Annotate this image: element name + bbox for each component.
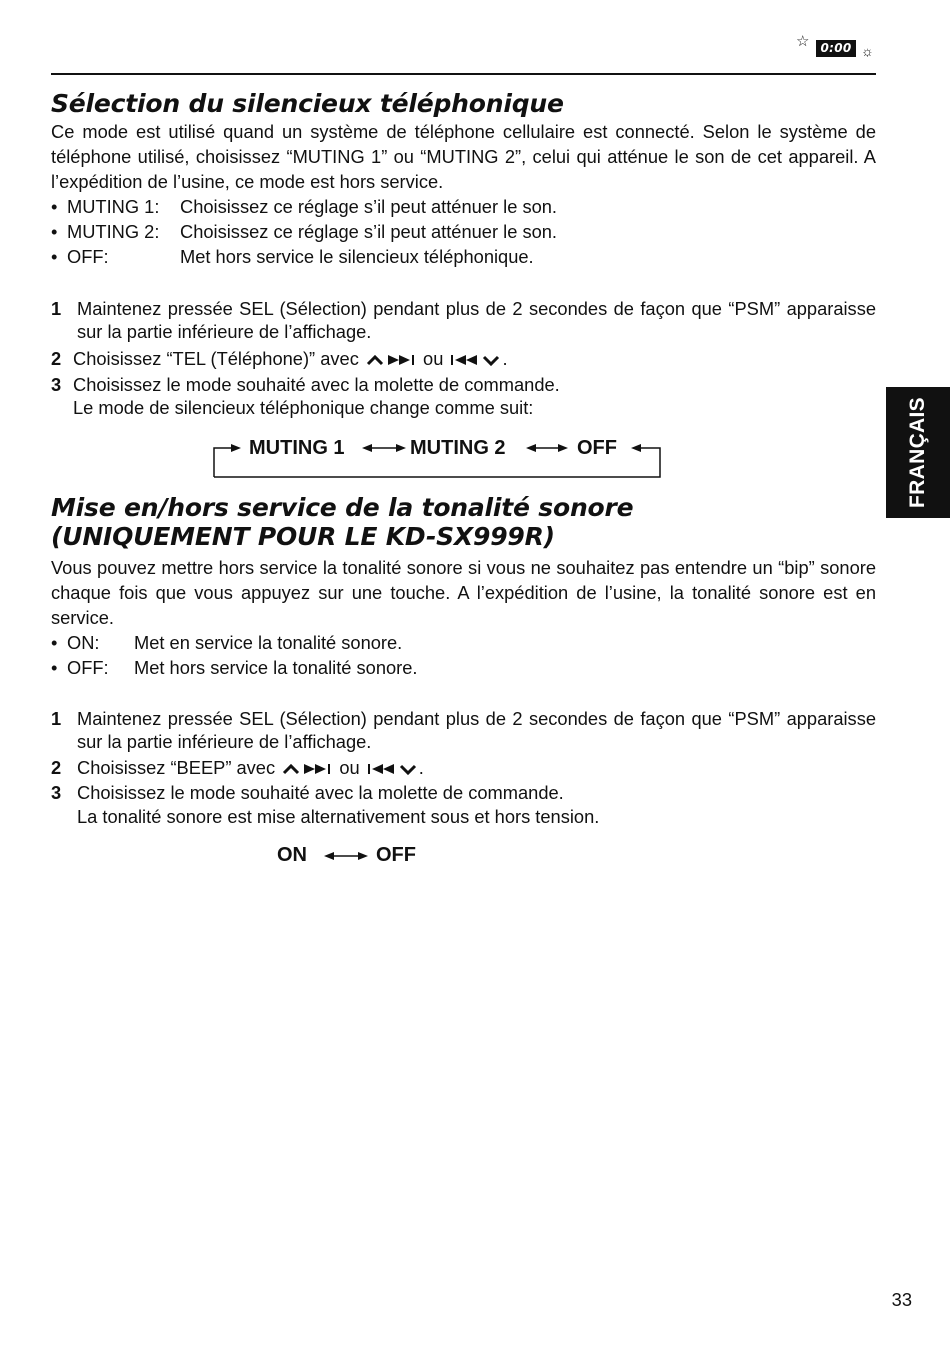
skip-back-icon xyxy=(366,762,396,776)
star-icon: ☆ xyxy=(796,33,810,50)
option-desc: Met hors service le silencieux téléphonique. xyxy=(180,246,534,267)
step-text: Choisissez le mode souhaité avec la molette de commande. xyxy=(73,374,560,395)
step-text-or: ou xyxy=(423,348,444,369)
section1-intro: Ce mode est utilisé quand un système de téléphone cellulaire est connecté. Selon le système de téléphone utilisé, choisissez “MUTING 1” ou “MUTING 2”, celui qui atténue le son de cet appareil. A l’expédition de l’usine, ce mode est hors service. xyxy=(51,121,876,192)
section1-option-muting2: • MUTING 2: Choisissez ce réglage s’il peut atténuer le son. xyxy=(51,221,558,242)
section2-intro: Vous pouvez mettre hors service la tonalité sonore si vous ne souhaitez pas entendre un “bip” sonore chaque fois que vous appuyez sur une touche. A l’expédition de l’usine, la tonalité sonore est en service. xyxy=(51,557,876,628)
sun-icon: ☼ xyxy=(861,43,874,59)
step-number: 2 xyxy=(51,757,62,778)
step-text-line2: La tonalité sonore est mise alternativement sous et hors tension. xyxy=(77,806,600,827)
skip-back-icon xyxy=(449,353,479,367)
section1-option-off: • OFF: Met hors service le silencieux téléphonique. xyxy=(51,246,534,267)
cycle-label-muting1: MUTING 1 xyxy=(249,437,345,459)
section1-option-muting1: • MUTING 1: Choisissez ce réglage s’il peut atténuer le son. xyxy=(51,196,558,217)
option-desc: Choisissez ce réglage s’il peut atténuer le son. xyxy=(180,196,558,217)
step-text-line2: Le mode de silencieux téléphonique change comme suit: xyxy=(73,397,534,418)
option-term: OFF: xyxy=(67,657,109,678)
cycle-label-off: OFF xyxy=(376,844,416,866)
step-text-after: . xyxy=(418,757,424,778)
step-text: Maintenez pressée SEL (Sélection) pendant plus de 2 secondes de façon que “PSM” apparaisse sur la partie inférieure de l’affichage. xyxy=(77,298,876,342)
step-text-before: Choisissez “TEL (Téléphone)” avec xyxy=(73,348,359,369)
section1-title: Sélection du silencieux téléphonique xyxy=(51,89,564,118)
section1-step-3 xyxy=(51,373,876,419)
option-term: OFF: xyxy=(67,246,109,267)
step-text: Maintenez pressée SEL (Sélection) pendant plus de 2 secondes de façon que “PSM” apparaisse sur la partie inférieure de l’affichage. xyxy=(77,708,876,752)
cycle-label-off: OFF xyxy=(577,437,617,459)
option-term: MUTING 2: xyxy=(67,221,160,242)
section2-step-1 xyxy=(51,707,876,753)
up-arrow-icon xyxy=(281,762,301,776)
step-number: 3 xyxy=(51,782,62,803)
option-desc: Met hors service la tonalité sonore. xyxy=(134,657,418,678)
cycle-label-muting2: MUTING 2 xyxy=(410,437,506,459)
section2-step-2 xyxy=(51,756,876,779)
option-desc: Choisissez ce réglage s’il peut atténuer le son. xyxy=(180,221,558,242)
cycle-label-on: ON xyxy=(277,844,307,866)
section1-step-2 xyxy=(51,347,876,370)
step-number: 1 xyxy=(51,298,62,319)
section2-step-3 xyxy=(51,781,876,827)
clock-badge xyxy=(796,34,880,64)
header-rule xyxy=(51,73,876,75)
clock-display: 0:00 xyxy=(816,40,856,57)
step-number: 3 xyxy=(51,374,62,395)
down-arrow-icon xyxy=(481,353,501,367)
option-term: MUTING 1: xyxy=(67,196,160,217)
skip-forward-icon xyxy=(387,353,417,367)
step-text xyxy=(73,347,508,370)
step-text xyxy=(77,756,424,779)
language-tab xyxy=(886,387,950,518)
section2-option-on: • ON: Met en service la tonalité sonore. xyxy=(51,632,403,653)
step-number: 1 xyxy=(51,708,62,729)
skip-forward-icon xyxy=(303,762,333,776)
section2-title-line1: Mise en/hors service de la tonalité sonore xyxy=(51,493,634,522)
two-way-arrow-icon xyxy=(322,847,370,865)
step-text-or: ou xyxy=(339,757,360,778)
page-number: 33 xyxy=(891,1289,912,1310)
section2-title-line2: (UNIQUEMENT POUR LE KD-SX999R) xyxy=(51,522,555,551)
language-tab-label: FRANÇAIS xyxy=(906,397,929,508)
step-text-after: . xyxy=(502,348,508,369)
up-arrow-icon xyxy=(365,353,385,367)
option-term: ON: xyxy=(67,632,100,653)
step-number: 2 xyxy=(51,348,62,369)
down-arrow-icon xyxy=(398,762,418,776)
option-desc: Met en service la tonalité sonore. xyxy=(134,632,403,653)
step-text-before: Choisissez “BEEP” avec xyxy=(77,757,276,778)
step-text: Choisissez le mode souhaité avec la molette de commande. xyxy=(77,782,564,803)
section2-option-off: • OFF: Met hors service la tonalité sonore. xyxy=(51,657,418,678)
section1-step-1 xyxy=(51,297,876,343)
